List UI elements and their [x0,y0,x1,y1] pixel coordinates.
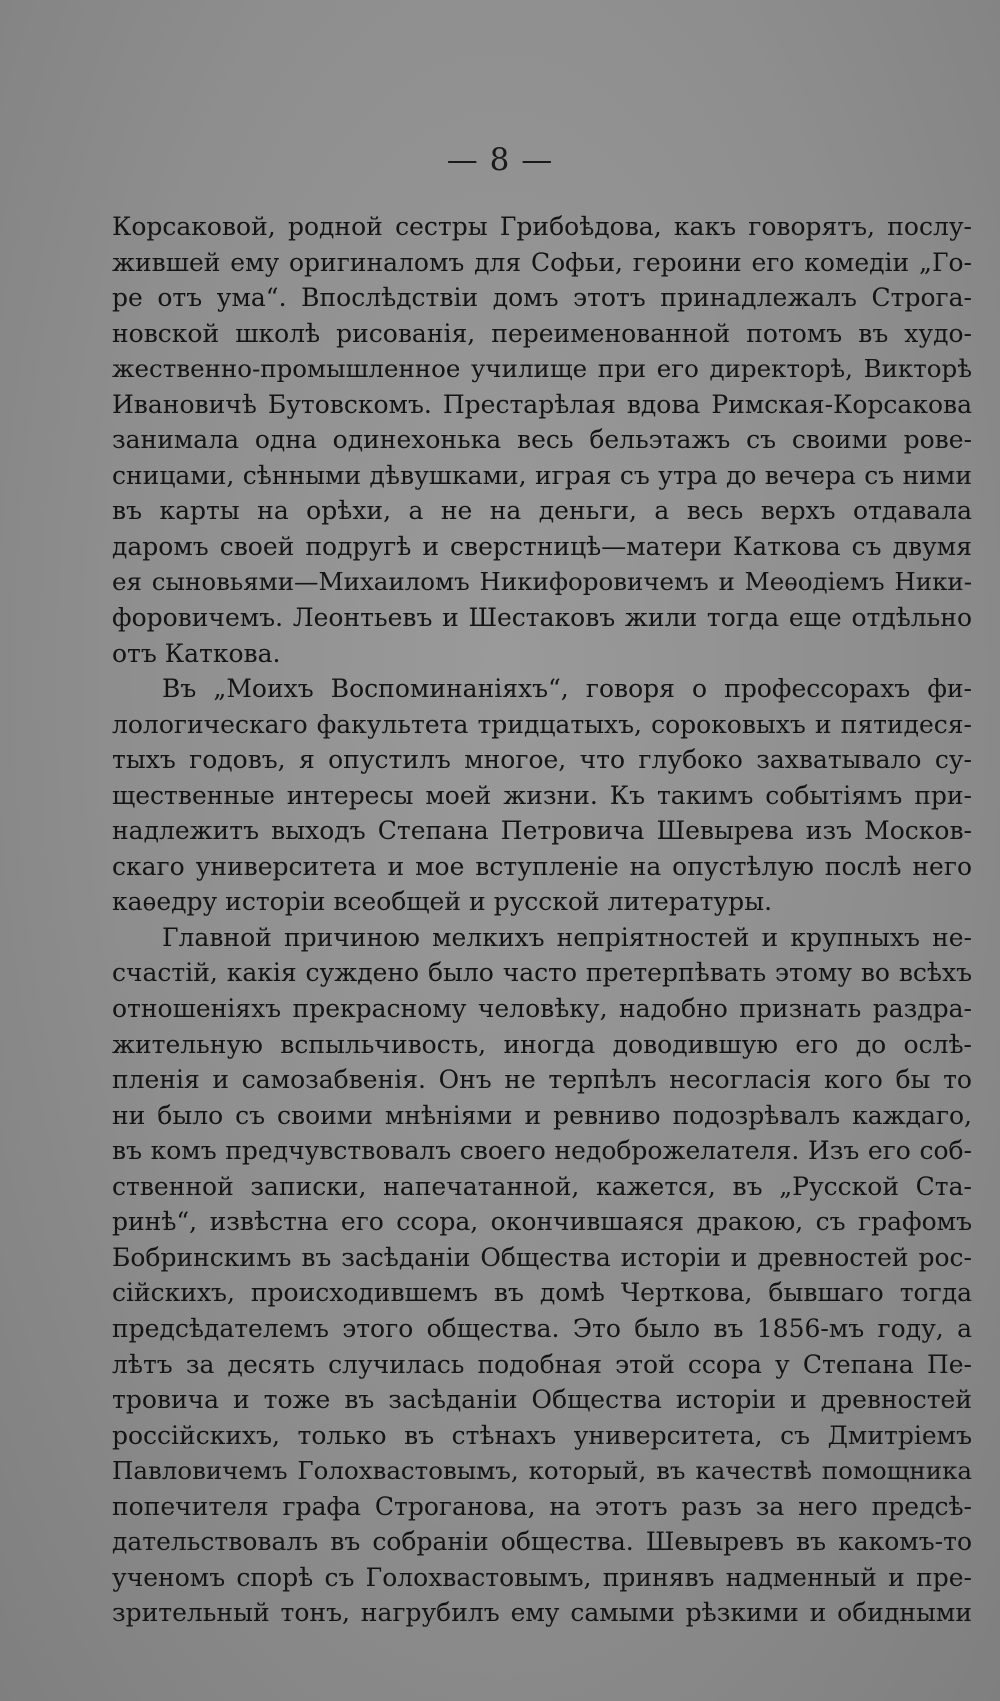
text-line: жественно-промышленное училище при его директорѣ, Викторѣ [112,354,972,384]
text-line: въ комъ предчувствовалъ своего недоброжелателя. Изъ его соб- [112,1136,972,1166]
text-line: ринѣ“, извѣстна его ссора, окончившаяся дракою, съ графомъ [112,1207,972,1237]
text-line: жительную вспыльчивость, иногда доводившую его до ослѣ- [112,1029,972,1059]
text-line: сійскихъ, происходившемъ въ домѣ Черткова, бывшаго тогда [112,1278,972,1308]
text-line: россійскихъ, только въ стѣнахъ университета, съ Дмитріемъ [112,1420,972,1450]
page-number: — 8 — [446,142,554,178]
text-line: попечителя графа Строганова, на этотъ разъ за него предсѣ- [112,1491,972,1521]
text-line: лѣтъ за десять случилась подобная этой ссора у Степана Пе- [112,1349,972,1379]
text-line: тровича и тоже въ засѣданіи Общества исторіи и древностей [112,1385,972,1415]
text-line: тыхъ годовъ, я опустилъ многое, что глубоко захватывало су- [112,745,972,775]
text-line: ея сыновьями—Михаиломъ Никифоровичемъ и Меѳодіемъ Ники- [112,567,972,597]
text-line: ученомъ спорѣ съ Голохвастовымъ, принявъ надменный и пре- [112,1562,972,1592]
text-line: новской школѣ рисованія, переименованной потомъ въ худо- [112,318,972,348]
text-line: лологическаго факультета тридцатыхъ, сороковыхъ и пятидеся- [112,709,972,739]
text-line: предсѣдателемъ этого общества. Это было въ 1856-мъ году, а [112,1313,972,1343]
text-line: щественные интересы моей жизни. Къ такимъ событіямъ при- [112,780,972,810]
text-line: ре отъ ума“. Впослѣдствіи домъ этотъ принадлежалъ Строга- [112,283,972,313]
text-line: зрительный тонъ, нагрубилъ ему самыми рѣзкими и обидными [112,1598,972,1628]
body-text [112,209,972,1631]
text-line: въ карты на орѣхи, а не на деньги, а весь верхъ отдавала [112,496,972,526]
text-line: ни было съ своими мнѣніями и ревниво подозрѣвалъ каждаго, [112,1100,972,1130]
text-line: ственной записки, напечатанной, кажется, въ „Русской Ста- [112,1171,972,1201]
text-line: счастій, какія суждено было часто претерпѣвать этому во всѣхъ [112,958,972,988]
text-line: Корсаковой, родной сестры Грибоѣдова, какъ говорятъ, послу- [112,212,972,241]
text-line: дательствовалъ въ собраніи общества. Шевыревъ въ какомъ-то [112,1527,972,1557]
text-line: отношеніяхъ прекрасному человѣку, надобно признать раздра- [112,994,972,1024]
text-line: Ивановичѣ Бутовскомъ. Престарѣлая вдова Римская-Корсакова [112,389,972,419]
paragraph-start-line: Главной причиною мелкихъ непріятностей и крупныхъ не- [162,922,972,952]
text-line: пленія и самозабвенія. Онъ не терпѣлъ несогласія кого бы то [112,1065,972,1095]
text-line: даромъ своей подругѣ и сверстницѣ—матери Каткова съ двумя [112,531,972,561]
text-line: занимала одна одинехонька весь бельэтажъ съ своими рове- [112,425,972,455]
paragraph-end-line: каѳедру исторіи всеобщей и русской литературы. [112,887,773,917]
paragraph-start-line: Въ „Моихъ Воспоминаніяхъ“, говоря о профессорахъ фи- [162,674,972,704]
paragraph-end-line: отъ Каткова. [112,638,281,668]
text-line: надлежитъ выходъ Степана Петровича Шевырева изъ Москов- [112,816,972,846]
text-line: форовичемъ. Леонтьевъ и Шестаковъ жили тогда еще отдѣльно [112,603,972,633]
text-line: Павловичемъ Голохвастовымъ, который, въ качествѣ помощника [112,1456,972,1486]
text-line: скаго университета и мое вступленіе на опустѣлую послѣ него [112,851,972,881]
text-line: Бобринскимъ въ засѣданіи Общества исторіи и древностей рос- [112,1242,972,1272]
text-line: сницами, сѣнными дѣвушками, играя съ утра до вечера съ ними [112,460,972,490]
text-line: жившей ему оригиналомъ для Софьи, героини его комедіи „Го- [112,247,972,277]
